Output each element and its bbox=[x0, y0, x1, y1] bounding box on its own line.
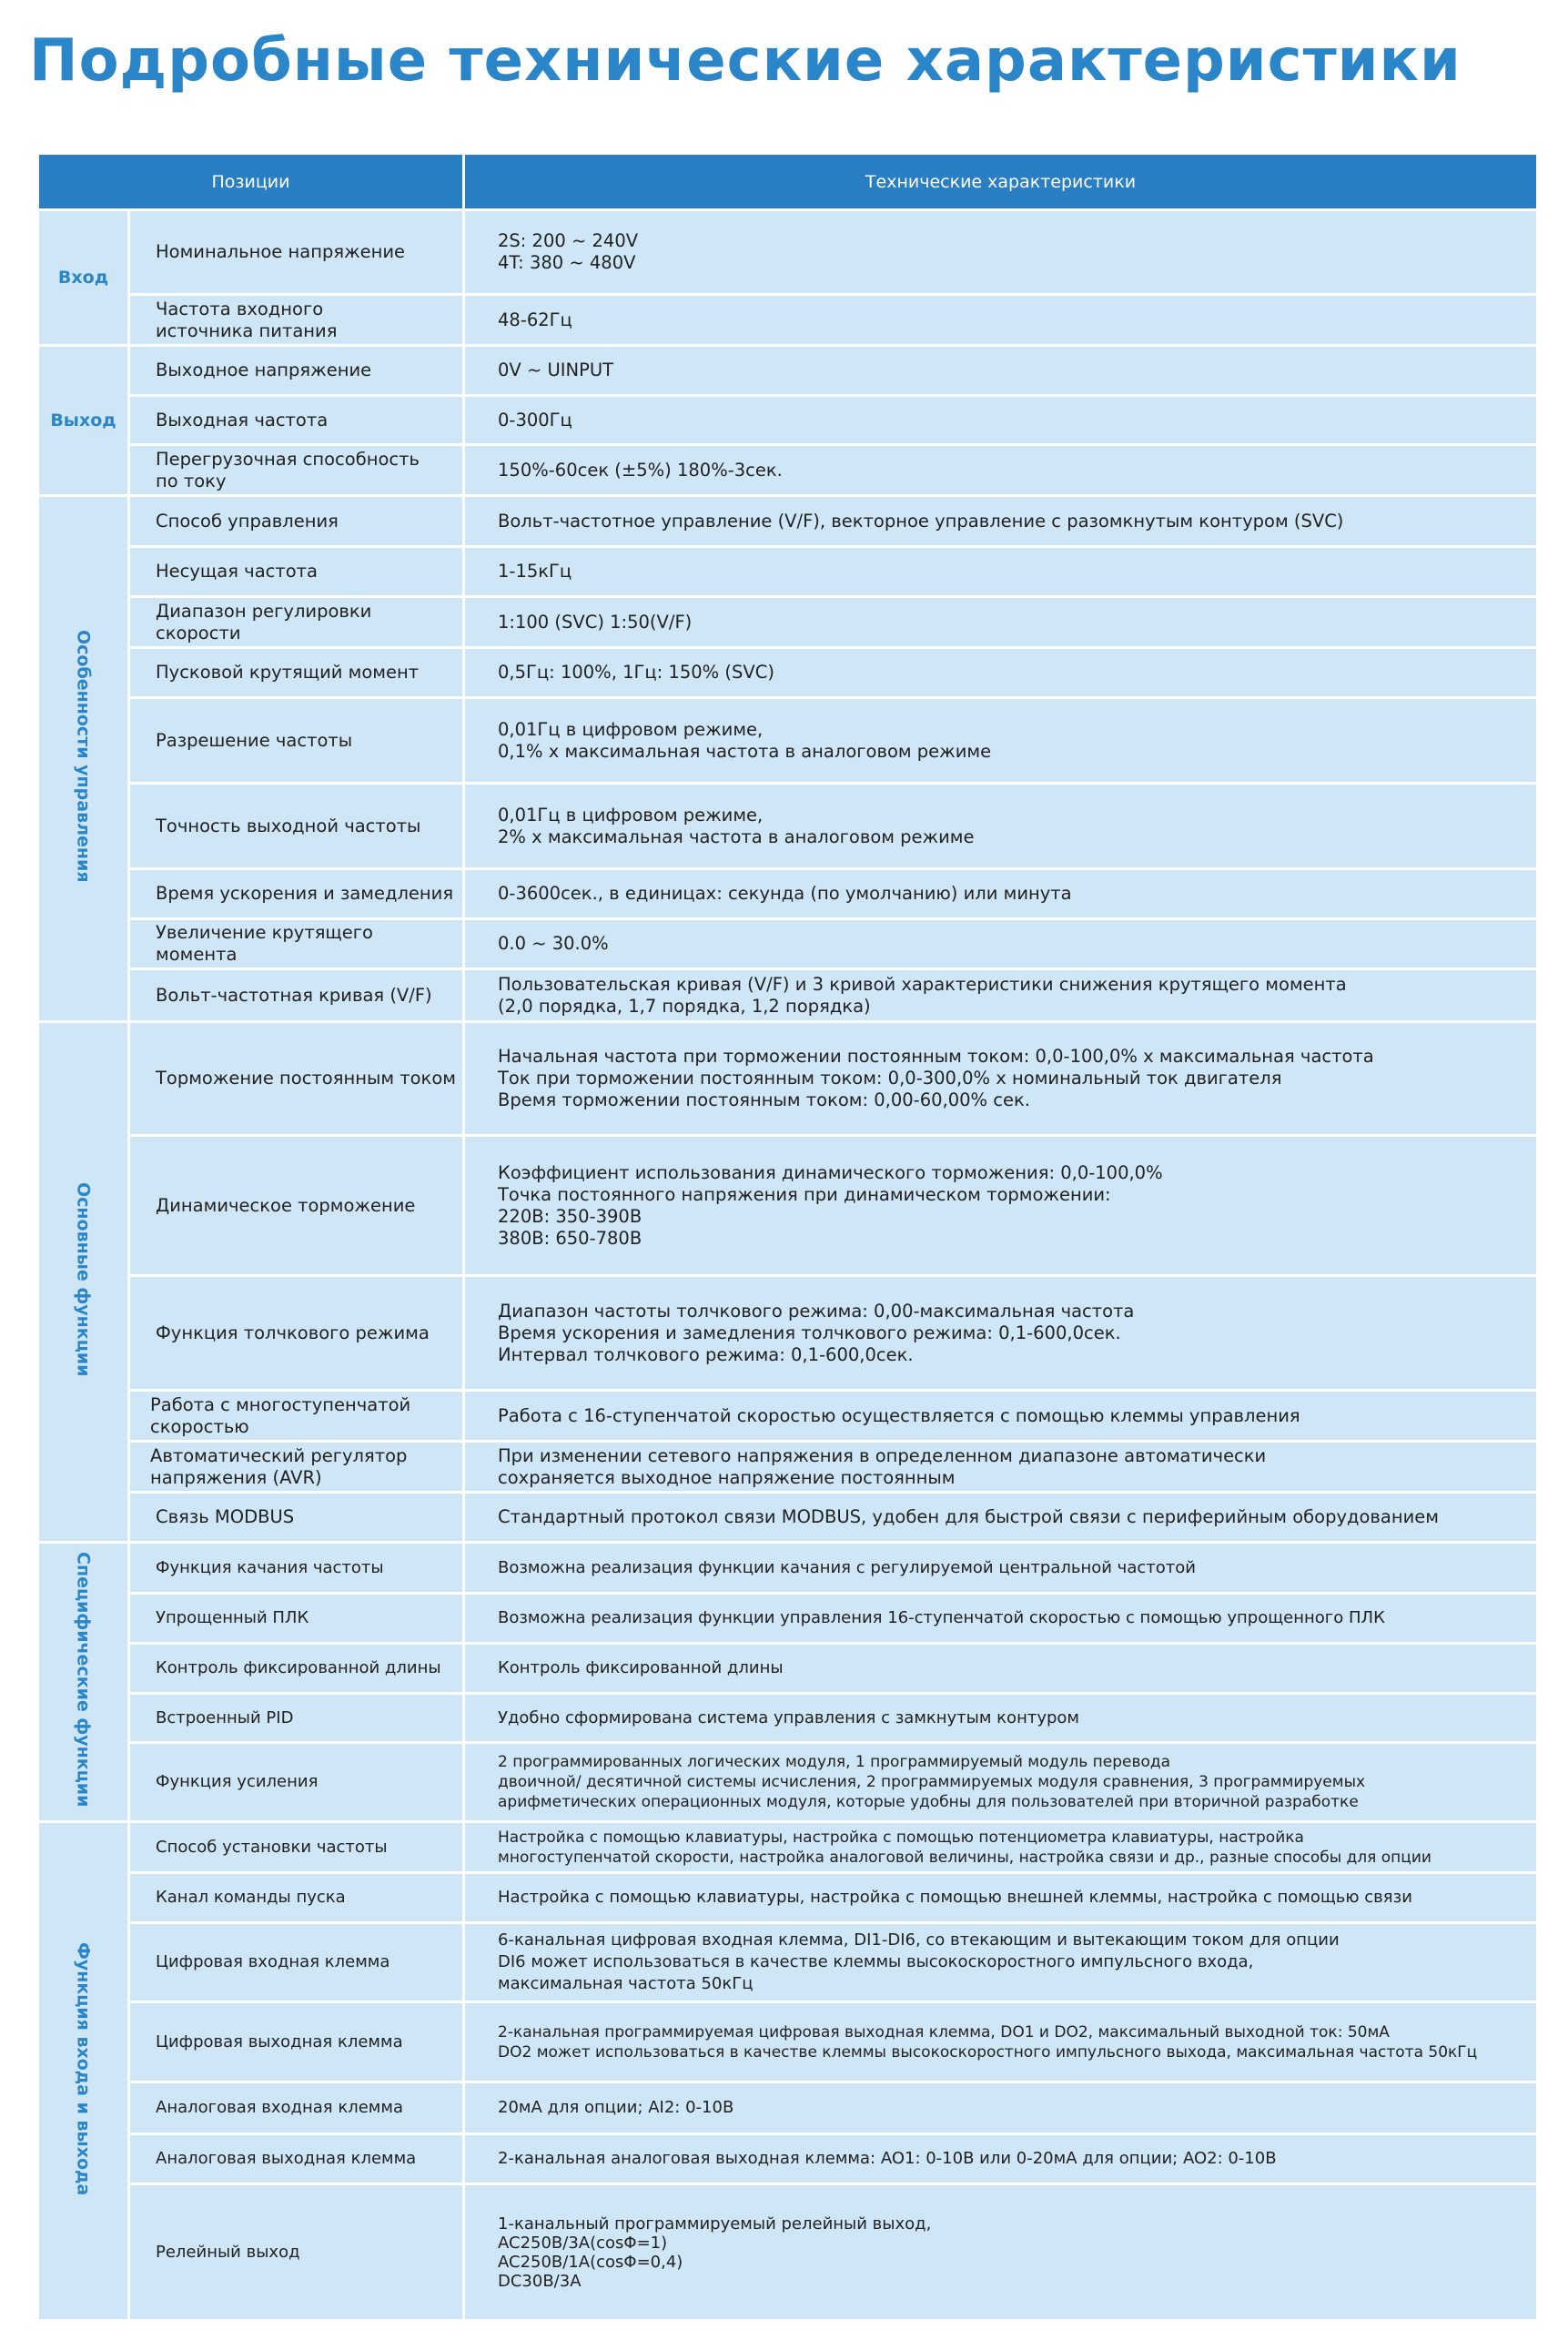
param-cell: Способ установки частоты bbox=[129, 1822, 464, 1873]
param-cell: Упрощенный ПЛК bbox=[129, 1594, 464, 1644]
param-cell: Способ управления bbox=[129, 496, 464, 547]
table-row bbox=[38, 1743, 1538, 1822]
table-row bbox=[38, 1391, 1538, 1442]
page-title: Подробные технические характеристики bbox=[29, 27, 1462, 95]
value-cell: Начальная частота при торможении постоянным током: 0,0-100,0% x максимальная частота Ток при торможении постоянным током: 0,0-300,0% x номинальный ток двигателя Время торможении постоянным током: 0,00-60,00% сек. bbox=[464, 1022, 1538, 1136]
param-cell: Функция качания частоты bbox=[129, 1543, 464, 1594]
value-cell: 0,01Гц в цифровом режиме, 0,1% x максимальная частота в аналоговом режиме bbox=[464, 698, 1538, 784]
table-row bbox=[38, 210, 1538, 295]
value-cell: Вольт-частотное управление (V/F), векторное управление с разомкнутым контуром (SVC) bbox=[464, 496, 1538, 547]
value-cell: Пользовательская кривая (V/F) и 3 кривой характеристики снижения крутящего момента (2,0 порядка, 1,7 порядка, 1,2 порядка) bbox=[464, 969, 1538, 1022]
table-row bbox=[38, 445, 1538, 496]
param-cell: Цифровая входная клемма bbox=[129, 1923, 464, 2002]
table-row bbox=[38, 919, 1538, 969]
value-cell: 2 программированных логических модуля, 1 программируемый модуль перевода двоичной/ десятичной системы исчисления, 2 программируемых модуля сравнения, 3 программируемых арифметических операционных модуля, которые удобны для пользователей при вторичной разработке bbox=[464, 1743, 1538, 1822]
spec-table bbox=[36, 152, 1539, 2322]
param-cell: Функция усиления bbox=[129, 1743, 464, 1822]
table-row bbox=[38, 597, 1538, 648]
param-cell: Аналоговая входная клемма bbox=[129, 2082, 464, 2134]
table-row bbox=[38, 1493, 1538, 1543]
value-cell: 0-300Гц bbox=[464, 396, 1538, 445]
param-cell: Выходная частота bbox=[129, 396, 464, 445]
param-cell: Разрешение частоты bbox=[129, 698, 464, 784]
param-cell: Пусковой крутящий момент bbox=[129, 648, 464, 698]
value-cell: Контроль фиксированной длины bbox=[464, 1644, 1538, 1694]
value-cell: Настройка с помощью клавиатуры, настройка с помощью внешней клеммы, настройка с помощью связи bbox=[464, 1873, 1538, 1923]
value-cell: Возможна реализация функции качания с регулируемой центральной частотой bbox=[464, 1543, 1538, 1594]
table-row bbox=[38, 1594, 1538, 1644]
value-cell: 0.0 ~ 30.0% bbox=[464, 919, 1538, 969]
table-row bbox=[38, 396, 1538, 445]
table-row bbox=[38, 1136, 1538, 1276]
table-header-row bbox=[38, 154, 1538, 210]
param-cell: Увеличение крутящего момента bbox=[129, 919, 464, 969]
table-row bbox=[38, 2184, 1538, 2321]
table-row bbox=[38, 698, 1538, 784]
value-cell: Стандартный протокол связи MODBUS, удобен для быстрой связи с периферийным оборудованием bbox=[464, 1493, 1538, 1543]
group-label bbox=[38, 1543, 129, 1822]
group-label: Выход bbox=[38, 346, 129, 496]
table-row bbox=[38, 2082, 1538, 2134]
table-row bbox=[38, 1694, 1538, 1743]
table-row bbox=[38, 869, 1538, 919]
value-cell: 0-3600сек., в единицах: секунда (по умолчанию) или минута bbox=[464, 869, 1538, 919]
table-row bbox=[38, 1442, 1538, 1493]
table-row bbox=[38, 1923, 1538, 2002]
value-cell: Возможна реализация функции управления 16-ступенчатой скоростью с помощью упрощенного ПЛК bbox=[464, 1594, 1538, 1644]
param-cell: Связь MODBUS bbox=[129, 1493, 464, 1543]
table-row bbox=[38, 1543, 1538, 1594]
param-cell: Релейный выход bbox=[129, 2184, 464, 2321]
value-cell: Удобно сформирована система управления с замкнутым контуром bbox=[464, 1694, 1538, 1743]
param-cell: Аналоговая выходная клемма bbox=[129, 2134, 464, 2184]
param-cell: Работа с многоступенчатой скоростью bbox=[129, 1391, 464, 1442]
value-cell: Диапазон частоты толчкового режима: 0,00-максимальная частота Время ускорения и замедления толчкового режима: 0,1-600,0сек. Интервал толчкового режима: 0,1-600,0сек. bbox=[464, 1276, 1538, 1391]
table-row bbox=[38, 547, 1538, 597]
group-label: Вход bbox=[38, 210, 129, 346]
group-label bbox=[38, 1022, 129, 1543]
table-row bbox=[38, 295, 1538, 346]
table-row bbox=[38, 784, 1538, 869]
value-cell: 20мА для опции; AI2: 0-10В bbox=[464, 2082, 1538, 2134]
value-cell: 150%-60сек (±5%) 180%-3сек. bbox=[464, 445, 1538, 496]
param-cell: Выходное напряжение bbox=[129, 346, 464, 396]
value-cell: 1-15кГц bbox=[464, 547, 1538, 597]
value-cell: 48-62Гц bbox=[464, 295, 1538, 346]
param-cell: Вольт-частотная кривая (V/F) bbox=[129, 969, 464, 1022]
value-cell: При изменении сетевого напряжения в определенном диапазоне автоматически сохраняется выходное напряжение постоянным bbox=[464, 1442, 1538, 1493]
param-cell: Цифровая выходная клемма bbox=[129, 2002, 464, 2082]
header-positions: Позиции bbox=[38, 154, 464, 210]
param-cell: Канал команды пуска bbox=[129, 1873, 464, 1923]
param-cell: Перегрузочная способность по току bbox=[129, 445, 464, 496]
table-row bbox=[38, 969, 1538, 1022]
table-row bbox=[38, 1022, 1538, 1136]
value-cell: 0V ~ UINPUT bbox=[464, 346, 1538, 396]
param-cell: Время ускорения и замедления bbox=[129, 869, 464, 919]
value-cell: 2-канальная аналоговая выходная клемма: AO1: 0-10В или 0-20мА для опции; AO2: 0-10В bbox=[464, 2134, 1538, 2184]
group-label-text: Основные функции bbox=[73, 1182, 94, 1377]
table-row bbox=[38, 1276, 1538, 1391]
param-cell: Несущая частота bbox=[129, 547, 464, 597]
table-row bbox=[38, 346, 1538, 396]
value-cell: 0,01Гц в цифровом режиме, 2% x максимальная частота в аналоговом режиме bbox=[464, 784, 1538, 869]
value-cell: 2S: 200 ~ 240V 4T: 380 ~ 480V bbox=[464, 210, 1538, 295]
param-cell: Динамическое торможение bbox=[129, 1136, 464, 1276]
table-row bbox=[38, 1644, 1538, 1694]
param-cell: Торможение постоянным током bbox=[129, 1022, 464, 1136]
param-cell: Номинальное напряжение bbox=[129, 210, 464, 295]
param-cell: Автоматический регулятор напряжения (AVR) bbox=[129, 1442, 464, 1493]
group-label bbox=[38, 1822, 129, 2321]
value-cell: 2-канальная программируемая цифровая выходная клемма, DO1 и DO2, максимальный выходной ток: 50мА DO2 может использоваться в качестве клеммы высокоскоростного импульсного выхода, максимальная частота 50кГц bbox=[464, 2002, 1538, 2082]
value-cell: Коэффициент использования динамического торможения: 0,0-100,0% Точка постоянного напряжения при динамическом торможении: 220В: 350-390В 380В: 650-780В bbox=[464, 1136, 1538, 1276]
table-body bbox=[38, 210, 1538, 2321]
value-cell: 1-канальный программируемый релейный выход, AC250B/3A(cosΦ=1) AC250B/1A(cosΦ=0,4) DC30B/3A bbox=[464, 2184, 1538, 2321]
param-cell: Контроль фиксированной длины bbox=[129, 1644, 464, 1694]
param-cell: Частота входного источника питания bbox=[129, 295, 464, 346]
value-cell: 0,5Гц: 100%, 1Гц: 150% (SVC) bbox=[464, 648, 1538, 698]
group-label-text: Особенности управления bbox=[73, 630, 94, 883]
table-row bbox=[38, 1822, 1538, 1873]
header-specs: Технические характеристики bbox=[464, 154, 1538, 210]
table-row bbox=[38, 2134, 1538, 2184]
value-cell: 1:100 (SVC) 1:50(V/F) bbox=[464, 597, 1538, 648]
param-cell: Точность выходной частоты bbox=[129, 784, 464, 869]
table-row bbox=[38, 2002, 1538, 2082]
param-cell: Функция толчкового режима bbox=[129, 1276, 464, 1391]
param-cell: Диапазон регулировки скорости bbox=[129, 597, 464, 648]
table-row bbox=[38, 648, 1538, 698]
param-cell: Встроенный PID bbox=[129, 1694, 464, 1743]
group-label bbox=[38, 496, 129, 1022]
table-row bbox=[38, 1873, 1538, 1923]
value-cell: Настройка с помощью клавиатуры, настройка с помощью потенциометра клавиатуры, настройка многоступенчатой скорости, настройка аналоговой величины, настройка связи и др., разные способы для опции bbox=[464, 1822, 1538, 1873]
group-label-text: Специфические функции bbox=[73, 1552, 94, 1808]
value-cell: 6-канальная цифровая входная клемма, DI1-DI6, со втекающим и вытекающим током для опции DI6 может использоваться в качестве клеммы высокоскоростного импульсного входа, максимальная частота 50кГц bbox=[464, 1923, 1538, 2002]
value-cell: Работа с 16-ступенчатой скоростью осуществляется с помощью клеммы управления bbox=[464, 1391, 1538, 1442]
table-row bbox=[38, 496, 1538, 547]
group-label-text: Функция входа и выхода bbox=[73, 1941, 94, 2196]
